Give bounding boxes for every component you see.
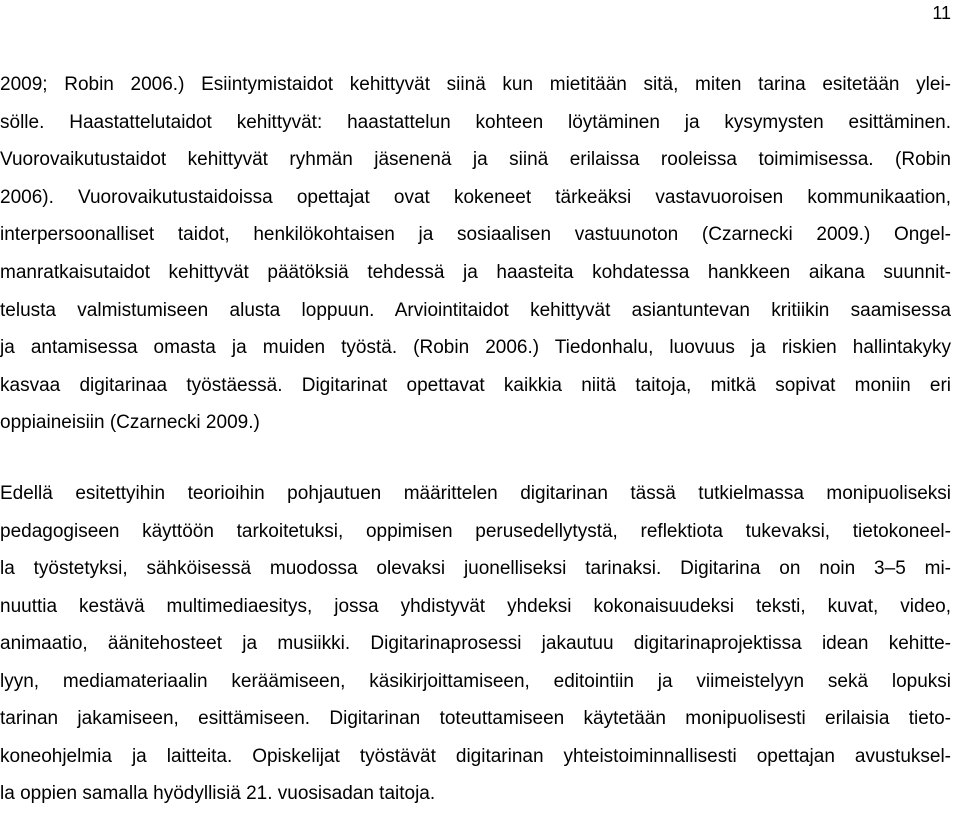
text-line: manratkaisutaidot kehittyvät päätöksiä tehdessä ja haasteita kohdatessa hankkeen aikana suunnit- <box>0 261 951 283</box>
text-line: telusta valmistumiseen alusta loppuun. Arviointitaidot kehittyvät asiantuntevan kritiikin saamisessa <box>0 299 951 321</box>
text-line: interpersoonalliset taidot, henkilökohtaisen ja sosiaalisen vastuunoton (Czarnecki 2009.) Ongel- <box>0 224 951 246</box>
text-line: pedagogiseen käyttöön tarkoitetuksi, oppimisen perusedellytystä, reflektiota tukevaksi, tietokoneel- <box>0 520 951 542</box>
text-line: 2009; Robin 2006.) Esiintymistaidot kehittyvät siinä kun mietitään sitä, miten tarina esitetään ylei- <box>0 74 951 95</box>
text-line: la työstetyksi, sähköisessä muodossa olevaksi juonelliseksi tarinaksi. Digitarina on noin 3–5 mi- <box>0 558 951 579</box>
text-line: animaatio, äänitehosteet ja musiikki. Digitarinaprosessi jakautuu digitarinaprojektissa idean kehitte- <box>0 633 951 654</box>
paragraph-1 <box>0 66 951 442</box>
text-line: sölle. Haastattelutaidot kehittyvät: haastattelun kohteen löytäminen ja kysymysten esittäminen. <box>0 111 951 133</box>
text-line: 2006). Vuorovaikutustaidoissa opettajat ovat kokeneet tärkeäksi vastavuoroisen kommunikaation, <box>0 186 951 208</box>
text-line: koneohjelmia ja laitteita. Opiskelijat työstävät digitarinan yhteistoiminnallisesti opettajan avustuksel- <box>0 745 951 767</box>
page-number: 11 <box>932 3 951 23</box>
text-line: Vuorovaikutustaidot kehittyvät ryhmän jäsenenä ja siinä erilaissa rooleissa toimimisessa. (Robin <box>0 149 951 171</box>
paragraph-2 <box>0 475 951 813</box>
text-line: lyyn, mediamateriaalin keräämiseen, käsikirjoittamiseen, editointiin ja viimeistelyyn sekä lopuksi <box>0 670 951 692</box>
text-line: Edellä esitettyihin teorioihin pohjautuen määrittelen digitarinan tässä tutkielmassa monipuoliseksi <box>0 483 951 504</box>
text-line: la oppien samalla hyödyllisiä 21. vuosisadan taitoja. <box>0 783 436 804</box>
text-line: kasvaa digitarinaa työstäessä. Digitarinat opettavat kaikkia niitä taitoja, mitkä sopivat moniin eri <box>0 374 951 396</box>
text-line: ja antamisessa omasta ja muiden työstä. (Robin 2006.) Tiedonhalu, luovuus ja riskien hallintakyky <box>0 337 951 359</box>
text-line: oppiaineisiin (Czarnecki 2009.) <box>0 412 260 434</box>
text-line: nuuttia kestävä multimediaesitys, jossa yhdistyvät yhdeksi kokonaisuudeksi teksti, kuvat, video, <box>0 595 951 617</box>
text-line: tarinan jakamiseen, esittämiseen. Digitarinan toteuttamiseen käytetään monipuolisesti erilaisia tieto- <box>0 708 951 729</box>
